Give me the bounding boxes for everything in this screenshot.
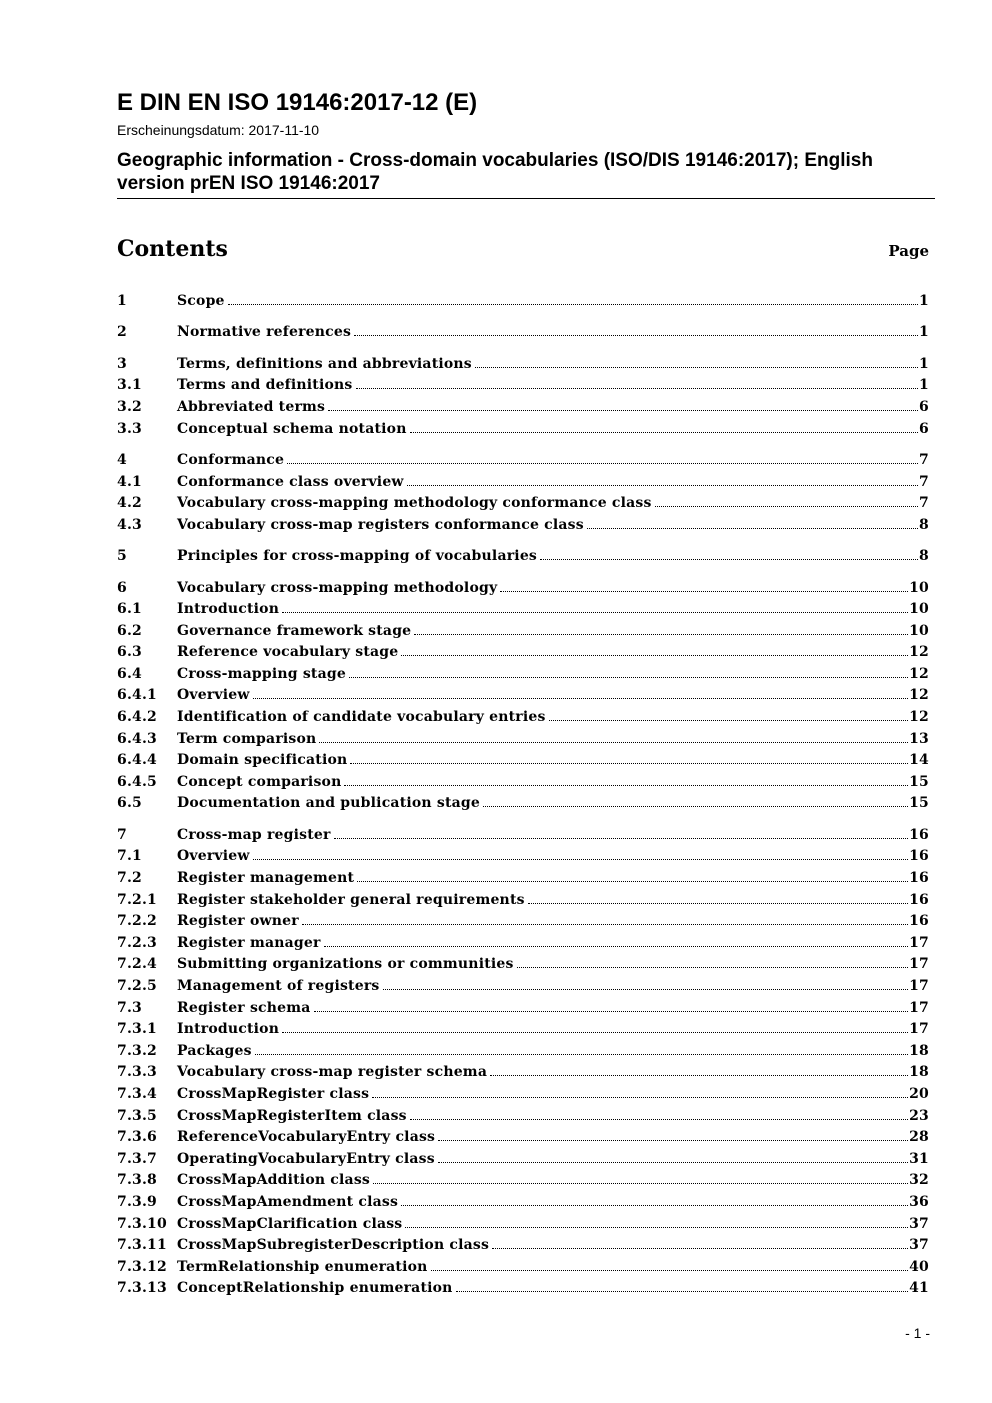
toc-entry[interactable] — [117, 1084, 929, 1106]
toc-entry-number: 7.3.2 — [117, 1042, 157, 1059]
toc-dot-leader — [302, 924, 908, 925]
toc-entry-number: 7.3.1 — [117, 1021, 157, 1038]
toc-entry-page: 23 — [909, 1107, 929, 1124]
toc-entry-page: 10 — [909, 579, 929, 596]
toc-entry-number: 4 — [117, 451, 127, 468]
toc-entry-title: Scope — [177, 293, 225, 309]
toc-entry-number: 7 — [117, 826, 127, 843]
toc-dot-leader — [349, 677, 908, 678]
toc-entry-number: 4.3 — [117, 516, 142, 533]
toc-entry-page: 13 — [909, 730, 929, 747]
toc-entry[interactable] — [117, 846, 929, 868]
toc-entry-number: 7.3.3 — [117, 1064, 157, 1081]
toc-dot-leader — [383, 989, 909, 990]
toc-dot-leader — [401, 1205, 908, 1206]
toc-entry[interactable] — [117, 1062, 929, 1084]
document-title: E DIN EN ISO 19146:2017-12 (E) — [117, 89, 478, 116]
toc-entry-page: 7 — [919, 495, 929, 512]
toc-entry-title: Introduction — [177, 601, 280, 618]
toc-entry-number: 6.4 — [117, 665, 142, 682]
toc-entry-title: Register management — [177, 870, 355, 887]
toc-entry-number: 7.3.8 — [117, 1172, 157, 1189]
toc-entry-page: 12 — [909, 709, 929, 726]
toc-dot-leader — [475, 367, 918, 368]
toc-dot-leader — [540, 559, 918, 560]
toc-dot-leader — [314, 1011, 909, 1012]
toc-entry-number: 4.2 — [117, 495, 142, 512]
toc-entry-page: 1 — [919, 355, 929, 372]
page-column-label: Page — [888, 242, 929, 260]
toc-entry-number: 6.4.5 — [117, 773, 157, 790]
toc-dot-leader — [282, 1032, 908, 1033]
toc-entry-title: Conformance — [177, 451, 285, 468]
toc-entry-title: ConceptRelationship enumeration — [177, 1280, 453, 1297]
toc-entry-title: Register schema — [177, 999, 311, 1016]
toc-entry-title: Normative references — [177, 324, 352, 341]
toc-dot-leader — [319, 742, 908, 743]
toc-entry-number: 7.3 — [117, 999, 142, 1016]
toc-entry[interactable] — [117, 1019, 929, 1041]
toc-entry-title: Conformance class overview — [177, 473, 404, 490]
toc-entry[interactable] — [117, 1192, 929, 1214]
toc-entry-number: 7.3.9 — [117, 1193, 157, 1210]
toc-entry-title: CrossMapAddition class — [177, 1172, 370, 1189]
toc-entry-title: OperatingVocabularyEntry class — [177, 1150, 435, 1167]
toc-entry-page: 16 — [909, 913, 929, 930]
toc-dot-leader — [357, 881, 908, 882]
toc-entry-title: Register owner — [177, 913, 299, 930]
toc-dot-leader — [405, 1227, 908, 1228]
toc-entry-title: Cross-map register — [177, 826, 331, 843]
toc-entry-number: 7.2.1 — [117, 891, 157, 908]
toc-dot-leader — [490, 1075, 908, 1076]
toc-entry-title: Register manager — [177, 934, 321, 951]
toc-entry-title: CrossMapClarification class — [177, 1215, 403, 1232]
toc-dot-leader — [324, 946, 909, 947]
toc-entry-page: 18 — [909, 1042, 929, 1059]
document-subtitle: Geographic information - Cross-domain vocabularies (ISO/DIS 19146:2017); English version prEN ISO 19146:2017 — [117, 149, 935, 199]
toc-entry-number: 7.3.4 — [117, 1085, 157, 1102]
toc-entry-page: 28 — [909, 1129, 929, 1146]
toc-entry-number: 6.4.1 — [117, 687, 157, 704]
toc-entry-title: Management of registers — [177, 978, 380, 994]
toc-entry-page: 10 — [909, 601, 929, 618]
toc-entry[interactable] — [117, 729, 929, 751]
toc-entry[interactable] — [117, 750, 929, 772]
toc-entry-title: Terms, definitions and abbreviations — [177, 355, 472, 372]
toc-entry-title: ReferenceVocabularyEntry class — [177, 1129, 436, 1146]
toc-dot-leader — [410, 432, 918, 433]
toc-entry[interactable] — [117, 1127, 929, 1149]
toc-dot-leader — [334, 838, 909, 839]
contents-heading-row — [117, 236, 929, 262]
toc-entry-number: 2 — [117, 324, 127, 341]
toc-entry-title: CrossMapRegisterItem class — [177, 1107, 407, 1124]
toc-entry-title: Conceptual schema notation — [177, 420, 407, 437]
toc-entry[interactable] — [117, 322, 929, 344]
toc-entry-title: Principles for cross-mapping of vocabularies — [177, 548, 538, 565]
toc-entry-page: 16 — [909, 870, 929, 887]
toc-dot-leader — [287, 463, 918, 464]
toc-dot-leader — [253, 698, 908, 699]
toc-entry-number: 6.3 — [117, 644, 142, 661]
toc-entry-page: 16 — [909, 848, 929, 865]
toc-entry-title: Vocabulary cross-mapping methodology — [177, 579, 498, 596]
toc-entry-title: Register stakeholder general requirements — [177, 891, 525, 908]
toc-entry-page: 7 — [919, 451, 929, 468]
toc-entry-title: Overview — [177, 848, 250, 865]
toc-dot-leader — [517, 967, 909, 968]
toc-entry-page: 12 — [909, 665, 929, 682]
toc-entry-number: 7.2.5 — [117, 978, 157, 994]
toc-dot-leader — [350, 763, 908, 764]
toc-entry[interactable] — [117, 825, 929, 847]
toc-entry[interactable] — [117, 291, 929, 313]
toc-entry[interactable] — [117, 472, 929, 494]
toc-entry-page: 10 — [909, 622, 929, 639]
toc-entry-number: 6.4.3 — [117, 730, 157, 747]
toc-dot-leader — [456, 1291, 909, 1292]
toc-entry-number: 6.4.4 — [117, 752, 157, 769]
toc-entry-number: 7.2.2 — [117, 913, 157, 930]
toc-dot-leader — [282, 612, 908, 613]
toc-entry-page: 20 — [909, 1085, 929, 1102]
toc-entry-number: 6 — [117, 579, 127, 596]
toc-entry-title: Identification of candidate vocabulary entries — [177, 709, 546, 726]
toc-entry-title: TermRelationship enumeration — [177, 1258, 428, 1275]
toc-entry[interactable] — [117, 1257, 929, 1279]
toc-entry-page: 17 — [909, 934, 929, 951]
toc-entry-page: 17 — [909, 999, 929, 1016]
toc-dot-leader — [344, 785, 908, 786]
toc-dot-leader — [253, 859, 908, 860]
toc-entry-title: Cross-mapping stage — [177, 665, 346, 682]
toc-entry[interactable] — [117, 707, 929, 729]
toc-entry-page: 37 — [909, 1215, 929, 1232]
toc-entry-page: 32 — [909, 1172, 929, 1189]
toc-dot-leader — [528, 903, 908, 904]
toc-entry-number: 6.5 — [117, 795, 142, 812]
toc-entry-title: CrossMapSubregisterDescription class — [177, 1237, 490, 1254]
toc-entry-page: 16 — [909, 891, 929, 908]
toc-entry-page: 7 — [919, 473, 929, 490]
toc-entry-page: 17 — [909, 956, 929, 973]
toc-entry-title: Packages — [177, 1042, 252, 1059]
toc-entry-number: 7.3.12 — [117, 1258, 167, 1275]
toc-dot-leader — [500, 591, 908, 592]
toc-entry-number: 6.4.2 — [117, 709, 157, 726]
toc-entry-number: 4.1 — [117, 473, 142, 490]
toc-entry-title: Term comparison — [177, 730, 317, 747]
toc-dot-leader — [372, 1097, 908, 1098]
toc-entry-number: 5 — [117, 548, 127, 565]
toc-entry[interactable] — [117, 578, 929, 600]
toc-entry-page: 41 — [909, 1280, 929, 1297]
toc-entry[interactable] — [117, 1235, 929, 1257]
toc-entry-page: 1 — [919, 293, 929, 309]
toc-entry-title: Documentation and publication stage — [177, 795, 480, 812]
toc-dot-leader — [228, 304, 918, 305]
toc-entry-page: 8 — [919, 548, 929, 565]
toc-entry-page: 6 — [919, 398, 929, 415]
toc-dot-leader — [354, 335, 918, 336]
toc-dot-leader — [356, 388, 919, 389]
toc-entry[interactable] — [117, 419, 929, 441]
toc-entry-number: 3 — [117, 355, 127, 372]
toc-dot-leader — [414, 634, 908, 635]
toc-entry[interactable] — [117, 599, 929, 621]
toc-entry[interactable] — [117, 685, 929, 707]
toc-entry[interactable] — [117, 976, 929, 998]
toc-entry[interactable] — [117, 772, 929, 794]
toc-entry[interactable] — [117, 1149, 929, 1171]
toc-dot-leader — [492, 1248, 908, 1249]
toc-entry[interactable] — [117, 890, 929, 912]
toc-dot-leader — [373, 1183, 908, 1184]
toc-entry-page: 40 — [909, 1258, 929, 1275]
toc-entry-number: 7.2 — [117, 870, 142, 887]
toc-entry-page: 14 — [909, 752, 929, 769]
toc-entry-title: Overview — [177, 687, 250, 704]
toc-dot-leader — [438, 1162, 908, 1163]
toc-entry-number: 1 — [117, 293, 127, 309]
toc-entry[interactable] — [117, 1278, 929, 1300]
toc-entry-number: 7.2.4 — [117, 956, 157, 973]
toc-dot-leader — [410, 1119, 908, 1120]
toc-entry-title: Abbreviated terms — [177, 398, 326, 415]
toc-dot-leader — [483, 806, 908, 807]
toc-entry[interactable] — [117, 515, 929, 537]
toc-entry-page: 8 — [919, 516, 929, 533]
document-header — [117, 88, 935, 199]
toc-entry[interactable] — [117, 450, 929, 472]
toc-entry-title: CrossMapAmendment class — [177, 1193, 399, 1210]
toc-dot-leader — [431, 1270, 909, 1271]
toc-entry-title: Vocabulary cross-map registers conformance class — [177, 516, 584, 533]
toc-entry-number: 7.3.5 — [117, 1107, 157, 1124]
toc-entry-title: Domain specification — [177, 752, 348, 769]
toc-entry-number: 3.2 — [117, 398, 142, 415]
toc-dot-leader — [549, 720, 909, 721]
toc-entry-page: 12 — [909, 644, 929, 661]
toc-entry-page: 1 — [919, 377, 929, 394]
toc-entry-page: 15 — [909, 795, 929, 812]
toc-entry[interactable] — [117, 375, 929, 397]
toc-entry-title: Vocabulary cross-mapping methodology conformance class — [177, 495, 652, 512]
toc-dot-leader — [401, 655, 908, 656]
toc-entry-title: Concept comparison — [177, 773, 342, 790]
toc-entry-number: 3.1 — [117, 377, 142, 394]
toc-dot-leader — [438, 1140, 908, 1141]
toc-entry-page: 36 — [909, 1193, 929, 1210]
toc-entry[interactable] — [117, 546, 929, 568]
toc-entry[interactable] — [117, 354, 929, 376]
toc-entry-page: 6 — [919, 420, 929, 437]
toc-entry-page: 17 — [909, 1021, 929, 1038]
toc-entry[interactable] — [117, 933, 929, 955]
toc-entry[interactable] — [117, 1170, 929, 1192]
toc-entry[interactable] — [117, 1214, 929, 1236]
toc-entry-number: 7.3.11 — [117, 1237, 167, 1254]
toc-entry-page: 37 — [909, 1237, 929, 1254]
toc-entry-title: Introduction — [177, 1021, 280, 1038]
toc-dot-leader — [255, 1054, 908, 1055]
toc-entry-page: 15 — [909, 773, 929, 790]
toc-entry[interactable] — [117, 868, 929, 890]
toc-entry[interactable] — [117, 793, 929, 815]
footer-page-number: - 1 - — [905, 1325, 930, 1341]
toc-entry-title: Vocabulary cross-map register schema — [177, 1064, 488, 1081]
toc-entry-number: 3.3 — [117, 420, 142, 437]
toc-entry-number: 6.2 — [117, 622, 142, 639]
toc-entry[interactable] — [117, 1041, 929, 1063]
toc-entry[interactable] — [117, 664, 929, 686]
toc-entry-page: 31 — [909, 1150, 929, 1167]
toc-dot-leader — [655, 506, 918, 507]
toc-entry-page: 12 — [909, 687, 929, 704]
toc-entry-number: 6.1 — [117, 601, 142, 618]
toc-entry-number: 7.1 — [117, 848, 142, 865]
publication-date: Erscheinungsdatum: 2017-11-10 — [117, 122, 320, 138]
toc-dot-leader — [328, 410, 918, 411]
toc-entry-page: 16 — [909, 826, 929, 843]
toc-entry-number: 7.3.7 — [117, 1150, 157, 1167]
toc-entry-number: 7.2.3 — [117, 934, 157, 951]
toc-entry-title: CrossMapRegister class — [177, 1085, 370, 1102]
toc-entry-number: 7.3.10 — [117, 1215, 167, 1232]
toc-entry[interactable] — [117, 621, 929, 643]
toc-entry-title: Reference vocabulary stage — [177, 644, 399, 661]
toc-entry-page: 17 — [909, 978, 929, 994]
toc-dot-leader — [407, 485, 918, 486]
toc-entry-page: 1 — [919, 324, 929, 341]
toc-entry-title: Terms and definitions — [177, 377, 353, 394]
contents-title: Contents — [117, 236, 228, 262]
table-of-contents — [117, 291, 929, 1300]
toc-entry-number: 7.3.6 — [117, 1129, 157, 1146]
toc-entry[interactable] — [117, 954, 929, 976]
toc-dot-leader — [587, 528, 918, 529]
toc-entry-title: Governance framework stage — [177, 622, 412, 639]
toc-entry-number: 7.3.13 — [117, 1280, 167, 1297]
toc-entry[interactable] — [117, 1106, 929, 1128]
toc-entry[interactable] — [117, 998, 929, 1020]
toc-entry-page: 18 — [909, 1064, 929, 1081]
toc-entry[interactable] — [117, 642, 929, 664]
toc-entry-title: Submitting organizations or communities — [177, 956, 514, 973]
toc-entry[interactable] — [117, 397, 929, 419]
toc-entry[interactable] — [117, 911, 929, 933]
toc-entry[interactable] — [117, 493, 929, 515]
